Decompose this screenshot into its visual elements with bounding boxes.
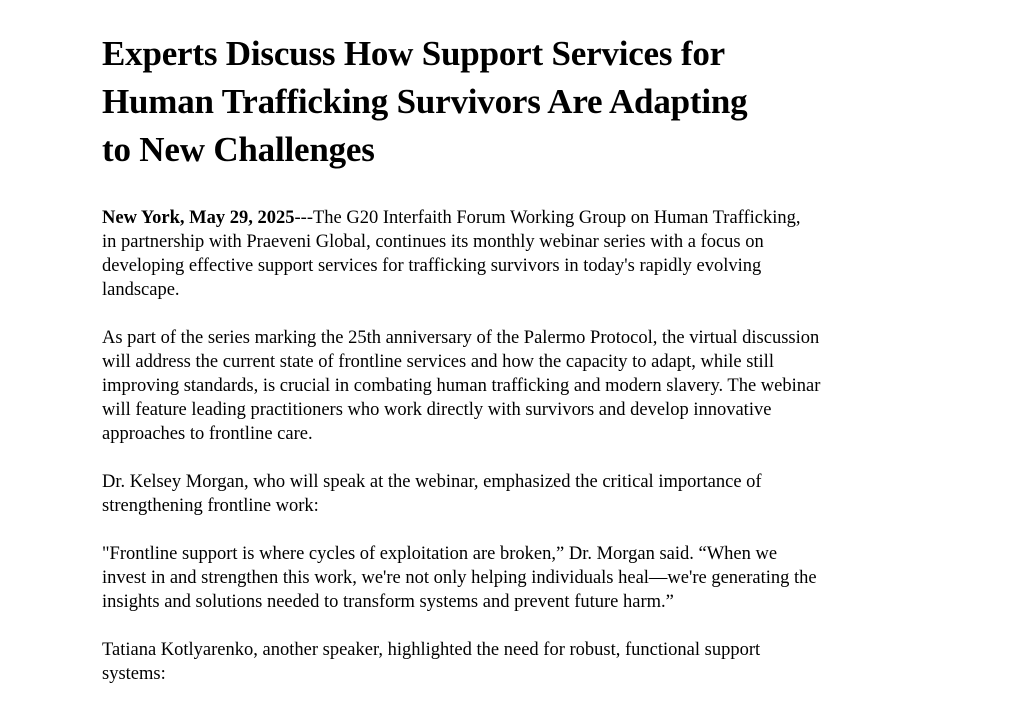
paragraph-line-text: The G20 Interfaith Forum Working Group on Human Trafficking, <box>313 208 801 228</box>
headline-line: Human Trafficking Survivors Are Adapting <box>102 82 748 121</box>
paragraph-line: will address the current state of frontline services and how the capacity to adapt, while still <box>102 352 774 372</box>
paragraph-line: developing effective support services for trafficking survivors in today's rapidly evolving <box>102 256 762 276</box>
paragraph-line: landscape. <box>102 280 180 300</box>
paragraph-line: invest in and strengthen this work, we're not only helping individuals heal—we're generating the <box>102 568 817 588</box>
dateline-separator: --- <box>294 208 313 228</box>
dateline: New York, May 29, 2025 <box>102 208 295 228</box>
paragraph-line: Dr. Kelsey Morgan, who will speak at the webinar, emphasized the critical importance of <box>102 472 762 492</box>
paragraph-morgan-quote <box>102 542 922 614</box>
paragraph-line: will feature leading practitioners who work directly with survivors and develop innovative <box>102 400 772 420</box>
paragraph-palermo <box>102 326 922 446</box>
article-headline <box>102 30 922 174</box>
headline-line: Experts Discuss How Support Services for <box>102 34 725 73</box>
paragraph-line <box>102 206 922 230</box>
article-body <box>102 206 922 686</box>
paragraph-line: insights and solutions needed to transform systems and prevent future harm.” <box>102 592 674 612</box>
paragraph-line: As part of the series marking the 25th anniversary of the Palermo Protocol, the virtual discussion <box>102 328 820 348</box>
paragraph-line: Tatiana Kotlyarenko, another speaker, highlighted the need for robust, functional support <box>102 640 761 660</box>
paragraph-line: improving standards, is crucial in combating human trafficking and modern slavery. The webinar <box>102 376 821 396</box>
paragraph-line: "Frontline support is where cycles of exploitation are broken,” Dr. Morgan said. “When we <box>102 544 778 564</box>
paragraph-kotlyarenko-intro <box>102 638 922 686</box>
document-page <box>102 30 922 710</box>
paragraph-line: strengthening frontline work: <box>102 496 319 516</box>
paragraph-line: approaches to frontline care. <box>102 424 313 444</box>
paragraph-morgan-intro <box>102 470 922 518</box>
paragraph-line: in partnership with Praeveni Global, continues its monthly webinar series with a focus on <box>102 232 764 252</box>
paragraph-intro <box>102 206 922 302</box>
paragraph-line: systems: <box>102 664 166 684</box>
headline-line: to New Challenges <box>102 130 375 169</box>
